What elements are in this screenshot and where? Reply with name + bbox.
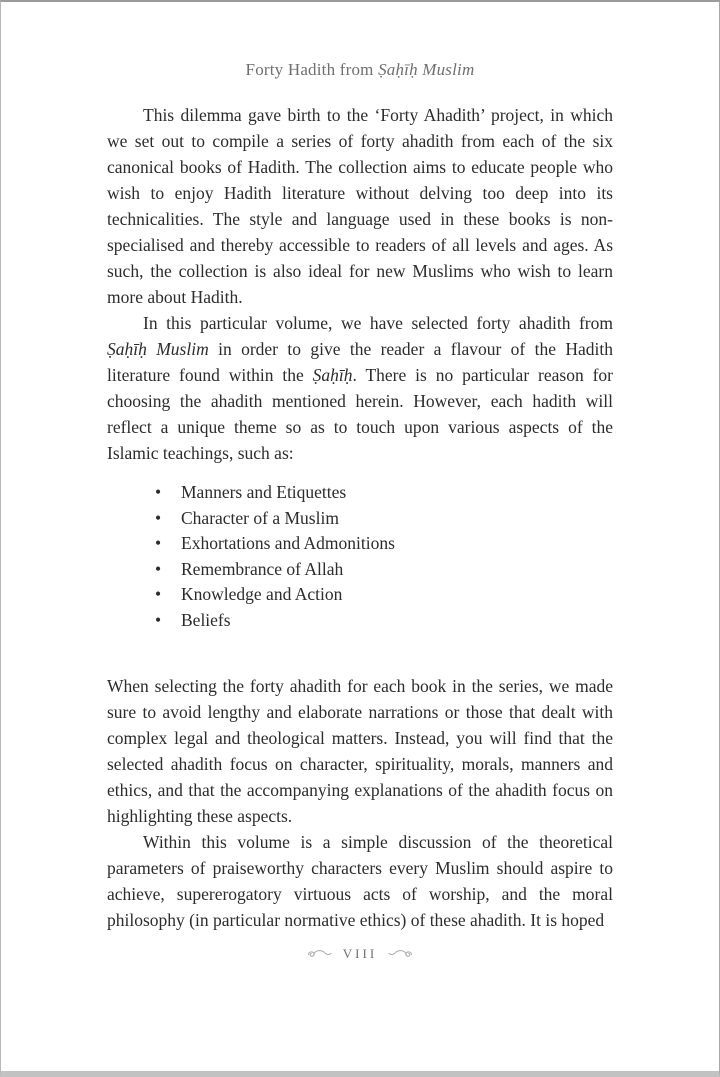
topic-label: Manners and Etiquettes (181, 482, 347, 502)
topic-label: Exhortations and Admonitions (181, 533, 395, 553)
closing-paragraphs (107, 673, 613, 933)
page-footer (1, 946, 719, 965)
topic-list-item (155, 608, 613, 634)
page-content (1, 102, 719, 933)
topic-list-item (155, 506, 613, 532)
bullet-icon: • (155, 533, 162, 553)
text-run: When selecting the forty ahadith for each book in the series, we made sure to avoid lengthy and elaborate narrations or those that dealt with complex legal and theological matters. Instead, you will find that the selected ahadith focus on character, spirituality, morals, manners and ethics, and that the accompanying explanations of the ahadith focus on highlighting these aspects. (107, 676, 613, 826)
text-run: Forty Hadith from (245, 60, 379, 79)
topic-label: Character of a Muslim (181, 507, 339, 528)
topic-list-item (155, 582, 613, 608)
paragraph (107, 829, 613, 933)
text-run: . There is no particular reason for choosing the ahadith mentioned herein. However, each hadith will reflect a unique theme so as to touch upon various aspects of the Islamic teachings, such as: (107, 365, 613, 463)
italic-text-run: Ṣaḥīḥ Muslim (378, 60, 475, 79)
topic-label: Beliefs (181, 609, 231, 630)
text-run: This dilemma gave birth to the ‘Forty Ahadith’ project, in which we set out to compile a series of forty ahadith from each of the six canonical books of Hadith. The collection aims to educate people who wish to enjoy Hadith literature without delving too deep into its technicalities. The style and language used in these books is non-specialised and thereby accessible to readers of all levels and ages. As such, the collection is also ideal for new Muslims who wish to learn more about Hadith. (107, 105, 613, 307)
page-number: VIII (342, 946, 378, 961)
paragraph (107, 102, 613, 310)
scroll-flourish-left-icon (307, 948, 333, 960)
scroll-flourish-right-icon (387, 948, 413, 960)
italic-text-run: Ṣaḥīḥ (312, 365, 353, 385)
topic-label: Remembrance of Allah (181, 558, 344, 579)
text-run: in order to give the reader a flavour of the Hadith literature found within the (107, 339, 613, 385)
italic-text-run: Ṣaḥīḥ Muslim (107, 339, 209, 359)
topics-list (107, 480, 613, 633)
topic-list-item (155, 531, 613, 557)
paragraph (107, 310, 613, 466)
topic-list-item (155, 480, 613, 506)
topic-label: Knowledge and Action (181, 584, 343, 604)
text-run: Within this volume is a simple discussion of the theoretical parameters of praiseworthy characters every Muslim should aspire to achieve, supererogatory virtuous acts of worship, and the moral philosophy (in particular normative ethics) of these ahadith. It is hoped (107, 832, 613, 930)
topic-list-item (155, 557, 613, 583)
bullet-icon: • (155, 482, 162, 502)
running-head (1, 60, 719, 80)
paragraph (107, 673, 613, 829)
text-run: In this particular volume, we have selected forty ahadith from (143, 313, 613, 333)
bullet-icon: • (155, 584, 162, 604)
bullet-icon: • (155, 558, 162, 579)
bullet-icon: • (155, 609, 162, 630)
intro-paragraphs (107, 102, 613, 466)
bullet-icon: • (155, 507, 162, 528)
